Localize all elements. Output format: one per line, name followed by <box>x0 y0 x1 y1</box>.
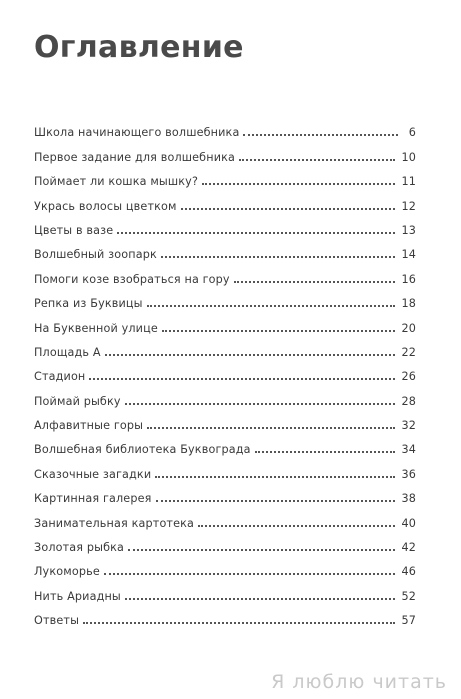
toc-entry-title: Нить Ариадны <box>34 589 121 603</box>
toc-entry <box>34 530 416 554</box>
page-title: Оглавление <box>34 30 244 65</box>
toc-entry <box>34 188 416 212</box>
table-of-contents <box>34 115 416 627</box>
toc-entry-page-number: 16 <box>401 272 416 286</box>
toc-entry-page-number: 52 <box>401 589 416 603</box>
toc-entry-title: Золотая рыбка <box>34 541 125 555</box>
toc-entry <box>34 359 416 383</box>
dot-leader <box>104 572 396 575</box>
toc-entry-title: Поймает ли кошка мышку? <box>34 175 199 189</box>
toc-entry <box>34 286 416 310</box>
toc-entry-page-number: 28 <box>401 394 416 408</box>
toc-entry-page-number: 12 <box>401 199 416 213</box>
toc-entry-title: Репка из Буквицы <box>34 297 143 311</box>
toc-entry <box>34 481 416 505</box>
toc-entry-title: Лукоморье <box>34 565 100 579</box>
dot-leader <box>117 231 395 234</box>
toc-entry-title: Волшебный зоопарк <box>34 248 157 262</box>
dot-leader <box>198 524 395 527</box>
toc-entry <box>34 139 416 163</box>
toc-entry <box>34 115 416 139</box>
toc-entry-page-number: 10 <box>401 150 416 164</box>
toc-entry <box>34 383 416 407</box>
toc-entry <box>34 554 416 578</box>
dot-leader <box>105 353 396 356</box>
toc-entry-page-number: 13 <box>401 223 416 237</box>
toc-entry-title: Картинная галерея <box>34 492 152 506</box>
dot-leader <box>181 207 396 210</box>
dot-leader <box>125 597 396 600</box>
toc-entry-page-number: 26 <box>401 370 416 384</box>
toc-entry-title: Помоги козе взобраться на гору <box>34 272 230 286</box>
toc-entry <box>34 505 416 529</box>
toc-entry-page-number: 57 <box>401 614 416 628</box>
toc-entry-title: На Буквенной улице <box>34 321 158 335</box>
toc-entry <box>34 335 416 359</box>
toc-entry-page-number: 46 <box>401 565 416 579</box>
toc-entry-title: Площадь А <box>34 345 101 359</box>
toc-entry <box>34 310 416 334</box>
watermark: Я люблю читать <box>271 671 447 693</box>
toc-entry-page-number: 18 <box>401 297 416 311</box>
toc-entry-title: Волшебная библиотека Буквограда <box>34 443 251 457</box>
toc-entry <box>34 164 416 188</box>
toc-entry-page-number: 42 <box>401 541 416 555</box>
toc-entry-title: Укрась волосы цветком <box>34 199 177 213</box>
dot-leader <box>234 280 396 283</box>
dot-leader <box>202 182 395 185</box>
toc-entry-page-number: 22 <box>401 345 416 359</box>
toc-entry-page-number: 40 <box>401 516 416 530</box>
dot-leader <box>147 304 396 307</box>
dot-leader <box>155 475 395 478</box>
toc-entry-title: Поймай рыбку <box>34 394 121 408</box>
dot-leader <box>162 329 396 332</box>
toc-entry-page-number: 34 <box>401 443 416 457</box>
toc-entry-page-number: 32 <box>401 419 416 433</box>
toc-entry-page-number: 36 <box>401 467 416 481</box>
toc-entry <box>34 261 416 285</box>
toc-entry-title: Стадион <box>34 370 86 384</box>
toc-entry-title: Сказочные загадки <box>34 467 152 481</box>
toc-entry-title: Занимательная картотека <box>34 516 195 530</box>
toc-entry <box>34 408 416 432</box>
dot-leader <box>243 133 398 136</box>
dot-leader <box>89 377 395 380</box>
toc-entry <box>34 578 416 602</box>
dot-leader <box>128 548 395 551</box>
toc-entry <box>34 213 416 237</box>
toc-entry-title: Ответы <box>34 614 80 628</box>
toc-entry-page-number: 11 <box>401 175 416 189</box>
dot-leader <box>255 450 396 453</box>
toc-entry-title: Школа начинающего волшебника <box>34 126 240 140</box>
dot-leader <box>125 402 396 405</box>
toc-entry <box>34 237 416 261</box>
toc-entry <box>34 432 416 456</box>
toc-entry-title: Алфавитные горы <box>34 419 144 433</box>
toc-entry <box>34 456 416 480</box>
toc-entry-page-number: 38 <box>401 492 416 506</box>
toc-entry-title: Цветы в вазе <box>34 223 114 237</box>
toc-entry-page-number: 14 <box>401 248 416 262</box>
dot-leader <box>239 158 395 161</box>
dot-leader <box>156 499 396 502</box>
dot-leader <box>161 255 396 258</box>
toc-entry <box>34 603 416 627</box>
toc-entry-title: Первое задание для волшебника <box>34 150 236 164</box>
toc-entry-page-number: 20 <box>401 321 416 335</box>
dot-leader <box>147 426 395 429</box>
toc-entry-page-number: 6 <box>408 126 416 140</box>
dot-leader <box>83 621 395 624</box>
